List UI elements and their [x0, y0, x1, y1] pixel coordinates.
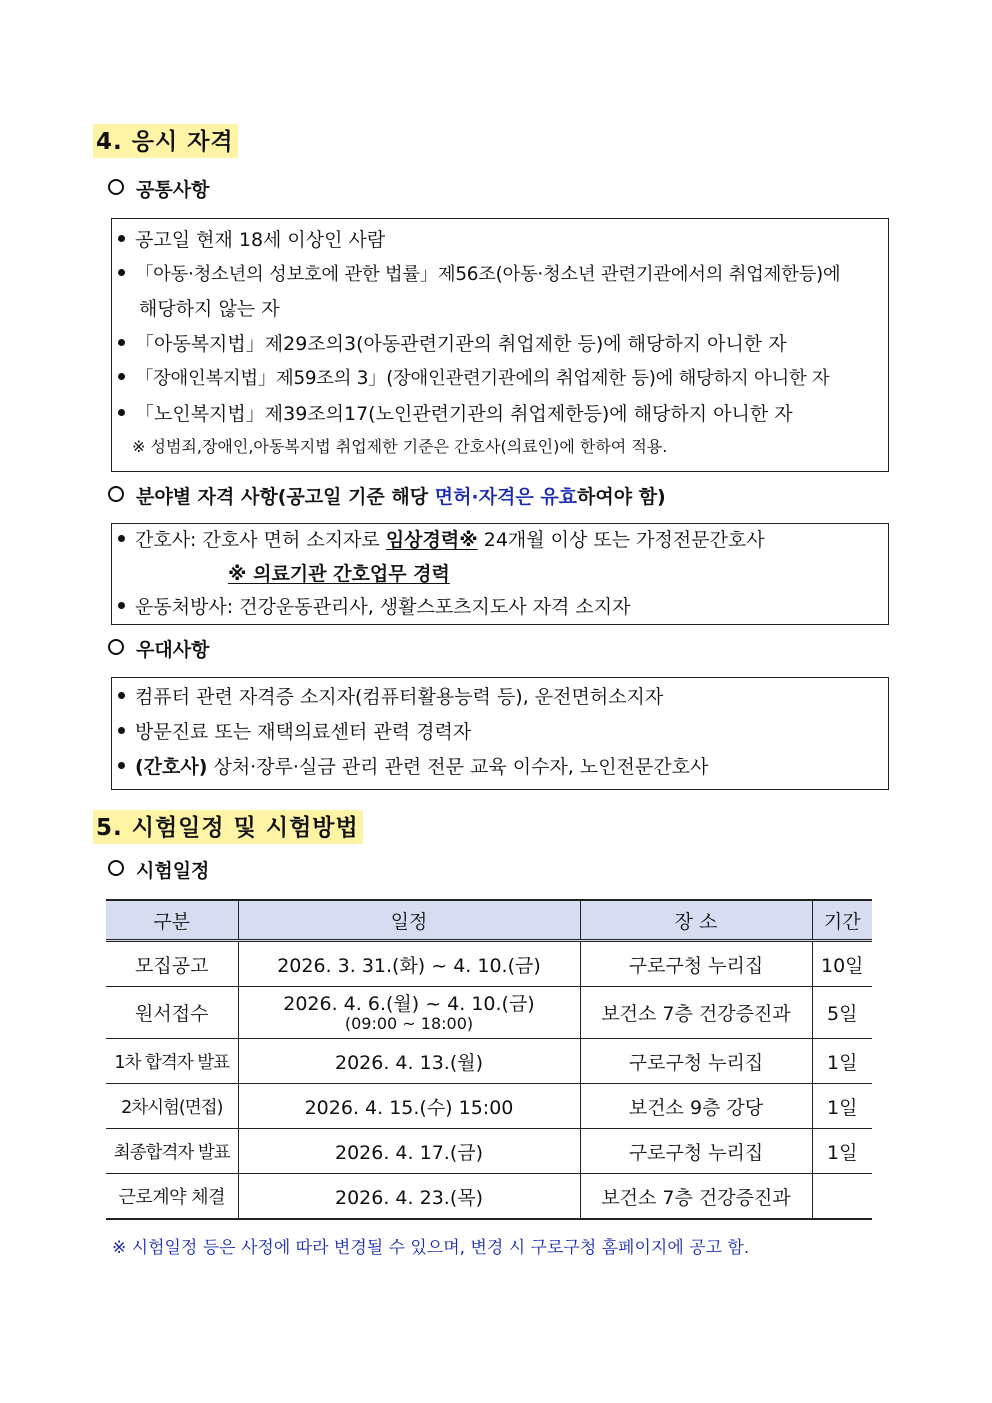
circle-bullet-icon: [108, 860, 124, 876]
list-item: 「아동복지법」제29조의3(아동관련기관의 취업제한 등)에 해당하지 아니한 자: [118, 329, 787, 359]
bullet-icon: [118, 727, 125, 734]
cell-place: 구로구청 누리집: [580, 1129, 812, 1174]
cell-period: 1일: [812, 1039, 872, 1084]
bullet-icon: [118, 269, 125, 276]
cell-date: 2026. 3. 31.(화) ~ 4. 10.(금): [238, 941, 580, 987]
common-heading: [108, 176, 209, 204]
table-row: [106, 1174, 872, 1220]
circle-bullet-icon: [108, 179, 124, 195]
cell-date: 2026. 4. 23.(목): [238, 1174, 580, 1220]
cell-date: 2026. 4. 13.(월): [238, 1039, 580, 1084]
table-row: [106, 1084, 872, 1129]
field-heading: 분야별 자격 사항(공고일 기준 해당 면허·자격은 유효하여야 함): [108, 483, 666, 511]
bullet-icon: [118, 235, 125, 242]
bullet-icon: [118, 692, 125, 699]
header-date: 일정: [238, 900, 580, 941]
bullet-icon: [118, 602, 125, 609]
pref-box: [111, 677, 889, 790]
cell-category: 1차 합격자 발표: [106, 1039, 238, 1084]
cell-period: 1일: [812, 1129, 872, 1174]
table-header-row: [106, 900, 872, 941]
cell-category: 원서접수: [106, 987, 238, 1039]
list-item-nurse: 간호사: 간호사 면허 소지자로 임상경력※ 24개월 이상 또는 가정전문간호사: [118, 525, 765, 555]
list-item: 공고일 현재 18세 이상인 사람: [118, 225, 385, 255]
schedule-note: ※ 시험일정 등은 사정에 따라 변경될 수 있으며, 변경 시 구로구청 홈페이지에 공고 함.: [112, 1238, 750, 1258]
pref-heading-label: 우대사항: [136, 639, 210, 661]
table-row: [106, 987, 872, 1039]
common-box: [111, 218, 889, 472]
list-item: 「아동·청소년의 성보호에 관한 법률」제56조(아동·청소년 관련기관에서의 취업제한등)에: [118, 260, 840, 290]
nurse-note: ※ 의료기관 간호업무 경력: [228, 563, 450, 585]
bullet-icon: [118, 535, 125, 542]
list-item: 「장애인복지법」제59조의 3」(장애인관련기관에의 취업제한 등)에 해당하지 아니한 자: [118, 364, 829, 394]
circle-bullet-icon: [108, 639, 124, 655]
cell-date: 2026. 4. 17.(금): [238, 1129, 580, 1174]
section-4-title: 4. 응시 자격: [93, 124, 238, 158]
schedule-heading: [108, 857, 209, 885]
list-item-trainer: 운동처방사: 건강운동관리사, 생활스포츠지도사 자격 소지자: [118, 592, 630, 622]
cell-period: 10일: [812, 941, 872, 987]
cell-category: 모집공고: [106, 941, 238, 987]
cell-category: 2차시험(면접): [106, 1084, 238, 1129]
cell-period: [812, 1174, 872, 1220]
circle-bullet-icon: [108, 486, 124, 502]
table-row: [106, 1039, 872, 1084]
bullet-icon: [118, 373, 125, 380]
section-5-title: 5. 시험일정 및 시험방법: [93, 810, 363, 844]
field-box: [111, 523, 889, 625]
common-note: ※ 성범죄,장애인,아동복지법 취업제한 기준은 간호사(의료인)에 한하여 적용.: [132, 437, 668, 456]
header-period: 기간: [812, 900, 872, 941]
schedule-heading-label: 시험일정: [136, 860, 210, 882]
cell-place: 보건소 9층 강당: [580, 1084, 812, 1129]
list-item: 방문진료 또는 재택의료센터 관력 경력자: [118, 717, 471, 747]
list-item-continuation: 해당하지 않는 자: [139, 298, 280, 320]
header-category: 구분: [106, 900, 238, 941]
cell-period: 1일: [812, 1084, 872, 1129]
header-place: 장 소: [580, 900, 812, 941]
cell-category: 근로계약 체결: [106, 1174, 238, 1220]
bullet-icon: [118, 409, 125, 416]
common-heading-label: 공통사항: [136, 179, 210, 201]
table-row: [106, 941, 872, 987]
cell-place: 구로구청 누리집: [580, 941, 812, 987]
bullet-icon: [118, 339, 125, 346]
pref-heading: [108, 636, 209, 664]
cell-date: 2026. 4. 15.(수) 15:00: [238, 1084, 580, 1129]
cell-place: 보건소 7층 건강증진과: [580, 987, 812, 1039]
cell-period: 5일: [812, 987, 872, 1039]
cell-place: 보건소 7층 건강증진과: [580, 1174, 812, 1220]
cell-place: 구로구청 누리집: [580, 1039, 812, 1084]
cell-category: 최종합격자 발표: [106, 1129, 238, 1174]
cell-date: 2026. 4. 6.(월) ~ 4. 10.(금) (09:00 ~ 18:00): [238, 987, 580, 1039]
list-item: (간호사) 상처·장루·실금 관리 관련 전문 교육 이수자, 노인전문간호사: [118, 752, 708, 782]
schedule-table: [106, 899, 872, 1220]
bullet-icon: [118, 762, 125, 769]
table-row: [106, 1129, 872, 1174]
list-item: 「노인복지법」제39조의17(노인관련기관의 취업제한등)에 해당하지 아니한 자: [118, 399, 793, 429]
list-item: 컴퓨터 관련 자격증 소지자(컴퓨터활용능력 등), 운전면허소지자: [118, 682, 663, 712]
